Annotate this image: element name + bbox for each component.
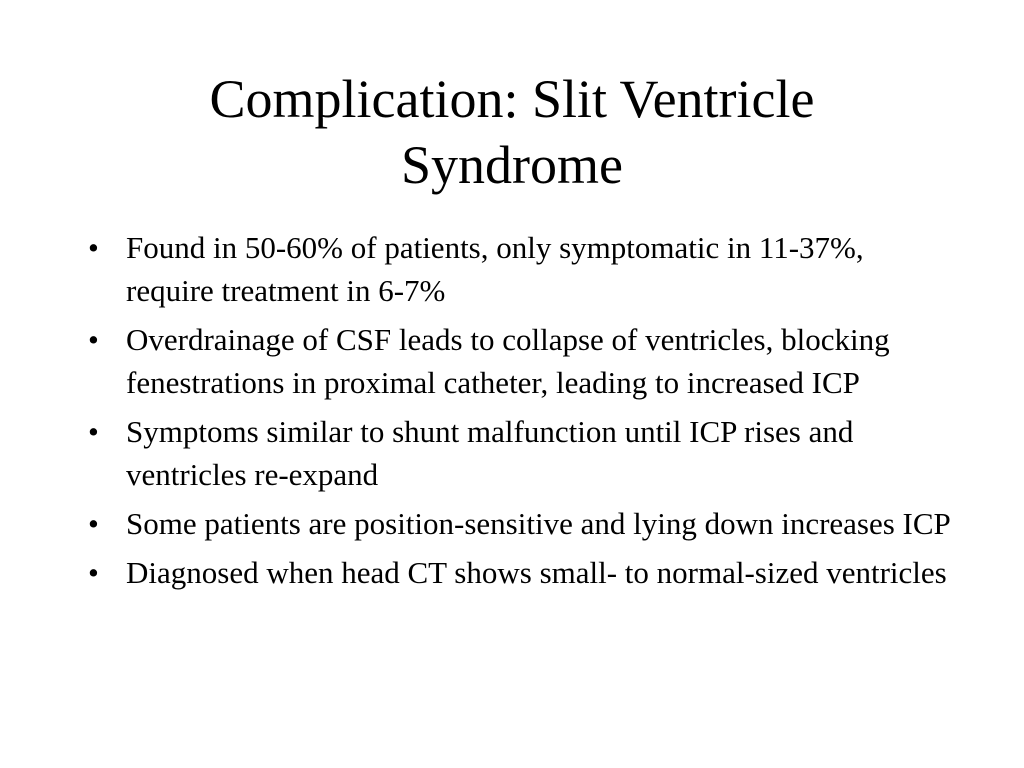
slide-title-line-1: Complication: Slit Ventricle <box>209 69 815 129</box>
bullet-text: Overdrainage of CSF leads to collapse of ventricles, blocking fenestrations in proximal catheter, leading to increased ICP <box>126 322 890 400</box>
bullet-point-icon: • <box>88 555 99 590</box>
slide-title <box>80 66 944 198</box>
bullet-point-icon: • <box>88 230 99 265</box>
bullet-text: Diagnosed when head CT shows small- to normal-sized ventricles <box>126 555 947 590</box>
bullet-point-icon: • <box>88 506 99 541</box>
bullet-text: Found in 50-60% of patients, only symptomatic in 11-37%, require treatment in 6-7% <box>126 230 864 308</box>
bullet-item-position-sensitivity <box>85 502 955 545</box>
bullet-item-diagnosis <box>85 551 955 594</box>
bullet-text: Symptoms similar to shunt malfunction until ICP rises and ventricles re-expand <box>126 414 854 492</box>
bullet-item-symptoms <box>85 410 955 496</box>
bullet-point-icon: • <box>88 322 99 357</box>
bullet-list <box>85 226 955 600</box>
bullet-text: Some patients are position-sensitive and lying down increases ICP <box>126 506 951 541</box>
bullet-item-prevalence <box>85 226 955 312</box>
bullet-point-icon: • <box>88 414 99 449</box>
bullet-item-mechanism <box>85 318 955 404</box>
slide-title-line-2: Syndrome <box>401 135 623 195</box>
